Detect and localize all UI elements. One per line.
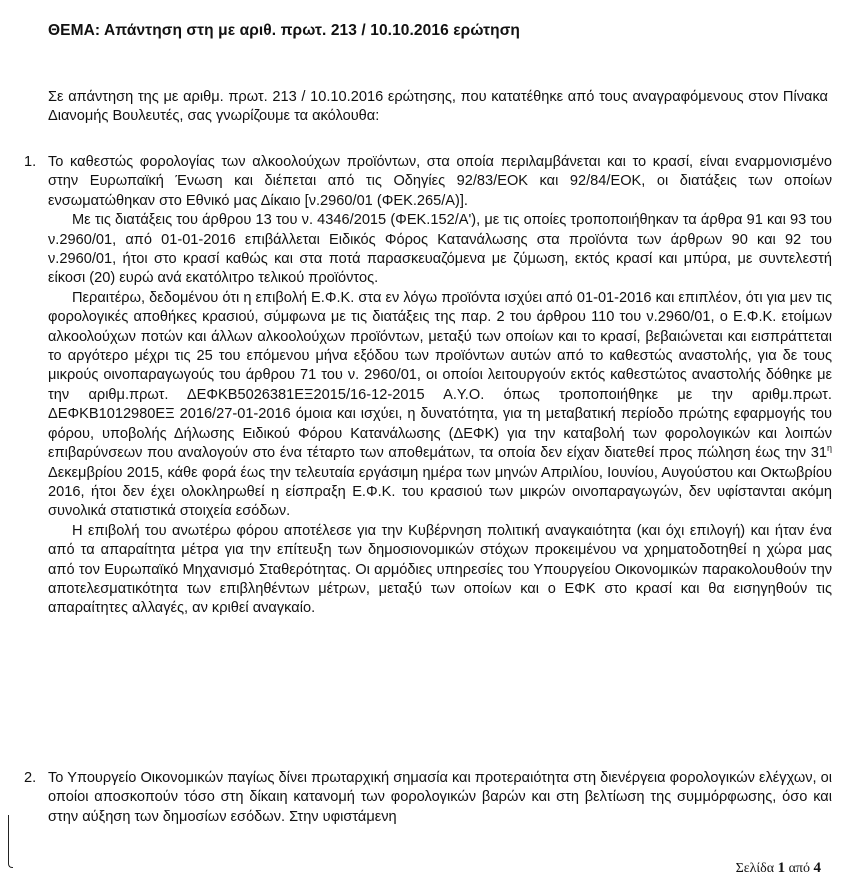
list-item-number: 1. (24, 154, 37, 170)
list-item-number: 2. (24, 770, 37, 786)
page-footer (736, 860, 821, 877)
paragraph-collection-text-end: Δεκεμβρίου 2015, κάθε φορά έως την τελευταία εργάσιμη ημέρα των μηνών Απριλίου, Ιουνίου, Αυγούστου και Οκτωβρίου 2016, ήτοι δεν έχει ολοκληρωθεί η είσπραξη Ε.Φ.Κ. του κρασιού των μικρών οινοπαραγωγών, δεν υφίστανται ακόμη συνολικά στατιστικά στοιχεία εσόδων. (48, 464, 832, 520)
page-number: 1 (777, 860, 786, 876)
page-total: 4 (813, 860, 821, 876)
paragraph-collection (48, 289, 832, 522)
page-label: Σελίδα (735, 861, 775, 876)
paragraph-tax-audits: Το Υπουργείο Οικονομικών παγίως δίνει πρωταρχική σημασία και προτεραιότητα στη διενέργεια φορολογικών ελέγχων, οι οποίοι αποσκοπούν τόσο στη δίκαιη κατανομή των φορολογικών βαρών και στη βελτίωση της συμμόρφωσης, όσο και στην αύξηση των δημοσίων εσόδων. Στην υφιστάμενη (48, 770, 832, 825)
paragraph-policy-necessity: Η επιβολή του ανωτέρω φόρου αποτέλεσε για την Κυβέρνηση πολιτική αναγκαιότητα (και όχι επιλογή) και ήταν ένα από τα απαραίτητα μέτρα για την επίτευξη των δημοσιονομικών στόχων προκειμένου να χρηματοδοτηθεί η χώρα μας από τον Ευρωπαϊκό Μηχανισμό Σταθερότητας. Οι αρμόδιες υπηρεσίες του Υπουργείου Οικονομικών παρακολουθούν την αποτελεσματικότητα των επιβληθέντων μέτρων, μεταξύ των οποίων και ο ΕΦΚ στο κρασί και θα εισηγηθούν τις απαραίτητες αλλαγές, αν κριθεί αναγκαίο. (48, 522, 832, 617)
margin-pen-mark (8, 815, 13, 868)
list-item-body (48, 769, 832, 827)
list-item-1 (24, 153, 832, 619)
list-item-2 (24, 769, 832, 827)
paragraph-law-4346: Με τις διατάξεις του άρθρου 13 του ν. 4346/2015 (ΦΕΚ.152/Α'), με τις οποίες τροποποιήθηκαν τα άρθρα 91 και 93 του ν.2960/01, από 01-01-2016 επιβάλλεται Ειδικός Φόρος Κατανάλωσης στα προϊόντα των άρθρων 90 και 92 του ν.2960/01, ήτοι στο κρασί καθώς και στα ποτά παρασκευαζόμενα με ζύμωση, εκτός κρασί και μπύρα, με συντελεστή είκοσι (20) ευρώ ανά εκατόλιτρο τελικού προϊόντος. (48, 212, 832, 287)
page-of-label: από (788, 861, 810, 876)
ordinal-superscript: η (826, 443, 832, 454)
paragraph-tax-regime: Το καθεστώς φορολογίας των αλκοολούχων προϊόντων, στα οποία περιλαμβάνεται και το κρασί, είναι εναρμονισμένο στην Ευρωπαϊκή Ένωση και διέπεται από τις Οδηγίες 92/83/ΕΟΚ και 92/84/ΕΟΚ, οι διατάξεις των οποίων ενσωματώθηκαν στο Εθνικό μας Δίκαιο [ν.2960/01 (ΦΕΚ.265/Α)]. (48, 154, 832, 209)
document-title: ΘΕΜΑ: Απάντηση στη με αριθ. πρωτ. 213 / 10.10.2016 ερώτηση (48, 22, 520, 39)
list-item-body (48, 153, 832, 619)
paragraph-collection-text: Περαιτέρω, δεδομένου ότι η επιβολή Ε.Φ.Κ. στα εν λόγω προϊόντα ισχύει από 01-01-2016 και επιπλέον, ότι για μεν τις φορολογικές αποθήκες κρασιού, σύμφωνα με τις διατάξεις της παρ. 2 του άρθρου 110 του ν.2960/01, ο Ε.Φ.Κ. ετοίμων αλκοολούχων ποτών και άλλων αλκοολούχων προϊόντων, μεταξύ των οποίων και το κρασί, βεβαιώνεται και εισπράττεται το αργότερο μέχρι τις 25 του επόμενου μήνα εξόδου των προϊόντων αυτών από το καθεστώς αναστολής, για δε τους μικρούς οινοπαραγωγούς του άρθρου 71 του ν. 2960/01, οι οποίοι λειτουργούν εκτός καθεστώτος αναστολής δόθηκε με την αριθμ.πρωτ. ΔΕΦΚΒ5026381ΕΞ2015/16-12-2015 Α.Υ.Ο. όπως τροποποιήθηκε με την αριθμ.πρωτ. ΔΕΦΚΒ1012980ΕΞ 2016/27-01-2016 όμοια και ισχύει, η δυνατότητα, για τη μεταβατική περίοδο πρώτης εφαρμογής του φόρου, υποβολής Δήλωσης Ειδικού Φόρου Κατανάλωσης (ΔΕΦΚ) για την καταβολή των φορολογικών και λοιπών επιβαρύνσεων που αναλογούν στο ένα τέταρτο των αποθεμάτων, τα οποία δεν είχαν διατεθεί προς πώληση έως την 31 (48, 289, 832, 462)
intro-paragraph: Σε απάντηση της με αριθμ. πρωτ. 213 / 10.10.2016 ερώτησης, που κατατέθηκε από τους αναγραφόμενους στον Πίνακα Διανομής Βουλευτές, σας γνωρίζουμε τα ακόλουθα: (48, 89, 828, 124)
